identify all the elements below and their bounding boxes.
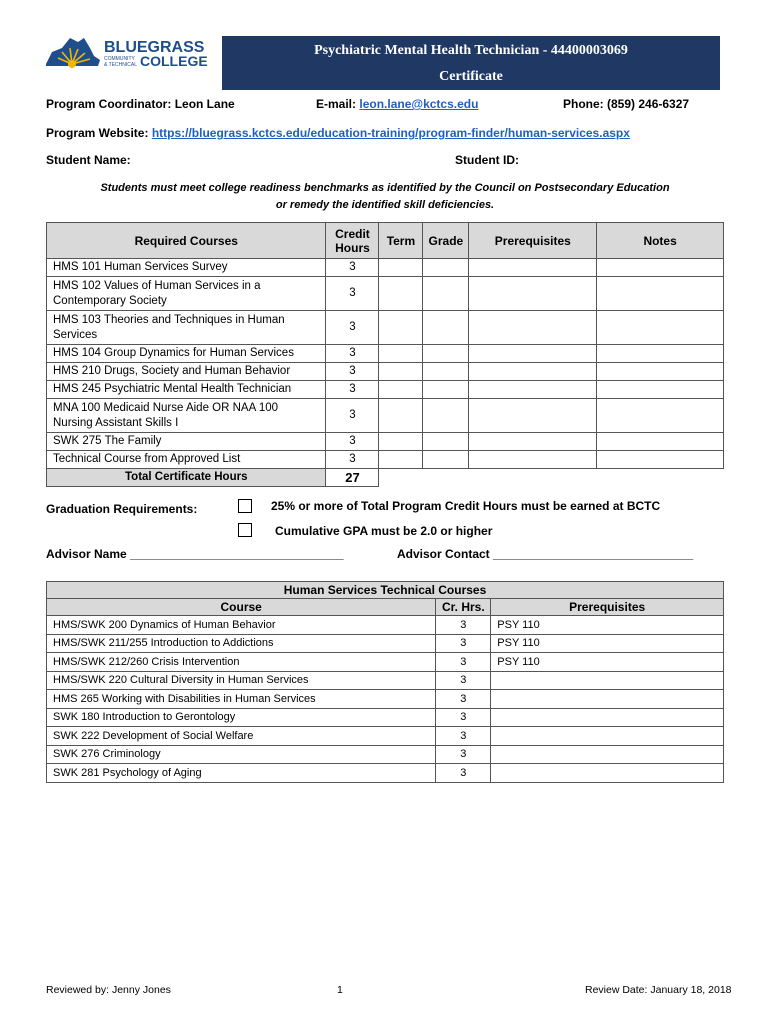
table-row: [47, 745, 724, 764]
prereq-cell: [469, 363, 597, 381]
notes-cell[interactable]: [597, 451, 724, 469]
prereq-cell: [469, 259, 597, 277]
grade-cell[interactable]: [423, 381, 469, 399]
table-row: [47, 764, 724, 783]
table-row: [47, 345, 724, 363]
prereq-cell: [469, 433, 597, 451]
table-row: [47, 259, 724, 277]
program-title-banner: [222, 36, 720, 90]
table-row: [47, 708, 724, 727]
email-line: [316, 97, 478, 111]
course-hours: 3: [326, 363, 379, 381]
course-prereq: PSY 110: [491, 634, 724, 653]
email-link[interactable]: leon.lane@kctcs.edu: [359, 97, 479, 111]
header-credit-hours: [326, 223, 379, 259]
total-hours-value: 27: [326, 469, 379, 487]
table-row: [47, 671, 724, 690]
course-name: HMS 103 Theories and Techniques in Human Services: [47, 311, 326, 345]
grade-cell[interactable]: [423, 345, 469, 363]
header-tech-prerequisites: Prerequisites: [491, 599, 724, 616]
course-name: SWK 222 Development of Social Welfare: [47, 727, 436, 746]
course-prereq: [491, 708, 724, 727]
logo-text-bluegrass: BLUEGRASS: [104, 39, 205, 56]
phone-line: [563, 97, 689, 111]
header-grade: Grade: [423, 223, 469, 259]
coordinator-line: [46, 97, 235, 111]
course-name: HMS 245 Psychiatric Mental Health Technician: [47, 381, 326, 399]
course-name: HMS 104 Group Dynamics for Human Services: [47, 345, 326, 363]
notes-cell[interactable]: [597, 311, 724, 345]
term-cell[interactable]: [379, 363, 423, 381]
course-name: MNA 100 Medicaid Nurse Aide OR NAA 100 Nursing Assistant Skills I: [47, 399, 326, 433]
grade-cell[interactable]: [423, 259, 469, 277]
grade-cell[interactable]: [423, 451, 469, 469]
header-cr-hrs: Cr. Hrs.: [436, 599, 491, 616]
course-hours: 3: [326, 345, 379, 363]
course-hours: 3: [436, 634, 491, 653]
term-cell[interactable]: [379, 277, 423, 311]
course-hours: 3: [436, 690, 491, 709]
course-name: HMS 210 Drugs, Society and Human Behavior: [47, 363, 326, 381]
header-required-courses: Required Courses: [47, 223, 326, 259]
website-line: [46, 126, 630, 140]
notes-cell[interactable]: [597, 345, 724, 363]
course-prereq: PSY 110: [491, 653, 724, 672]
header-credit-line1: Credit: [335, 226, 370, 241]
notes-cell[interactable]: [597, 381, 724, 399]
course-name: SWK 276 Criminology: [47, 745, 436, 764]
course-prereq: PSY 110: [491, 616, 724, 635]
course-prereq: [491, 671, 724, 690]
course-prereq: [491, 690, 724, 709]
term-cell[interactable]: [379, 451, 423, 469]
empty-cell: [379, 469, 724, 487]
notes-cell[interactable]: [597, 433, 724, 451]
table-row: [47, 690, 724, 709]
course-name: HMS/SWK 211/255 Introduction to Addictions: [47, 634, 436, 653]
grade-cell[interactable]: [423, 311, 469, 345]
course-name: Technical Course from Approved List: [47, 451, 326, 469]
table-row: [47, 311, 724, 345]
advisor-name-field[interactable]: Advisor Name ________________________________: [46, 547, 344, 561]
table-row: [47, 433, 724, 451]
logo-text-college: COLLEGE: [140, 53, 208, 69]
table-row: [47, 363, 724, 381]
course-name: SWK 275 The Family: [47, 433, 326, 451]
course-hours: 3: [436, 653, 491, 672]
phone-label: Phone:: [563, 97, 604, 111]
course-prereq: [491, 727, 724, 746]
notes-cell[interactable]: [597, 399, 724, 433]
logo-text-community: COMMUNITY: [104, 56, 135, 62]
course-hours: 3: [436, 671, 491, 690]
grade-cell[interactable]: [423, 433, 469, 451]
term-cell[interactable]: [379, 345, 423, 363]
website-label: Program Website:: [46, 126, 149, 140]
advisor-contact-field[interactable]: Advisor Contact ______________________________: [397, 547, 694, 561]
program-title: Psychiatric Mental Health Technician - 44400003069: [314, 43, 628, 58]
table-row: [47, 381, 724, 399]
course-name: HMS 265 Working with Disabilities in Human Services: [47, 690, 436, 709]
course-hours: 3: [326, 381, 379, 399]
coordinator-label: Program Coordinator:: [46, 97, 172, 111]
email-label: E-mail:: [316, 97, 357, 111]
course-hours: 3: [436, 616, 491, 635]
notice-line-1: Students must meet college readiness benchmarks as identified by the Council on Postsecondary Education: [100, 182, 670, 194]
requirement-2-checkbox[interactable]: [238, 523, 252, 537]
notes-cell[interactable]: [597, 363, 724, 381]
course-hours: 3: [436, 764, 491, 783]
page-number: 1: [337, 984, 343, 996]
course-hours: 3: [326, 259, 379, 277]
course-name: HMS 102 Values of Human Services in a Contemporary Society: [47, 277, 326, 311]
course-name: HMS/SWK 212/260 Crisis Intervention: [47, 653, 436, 672]
course-prereq: [491, 745, 724, 764]
required-courses-table: [46, 222, 724, 487]
grade-cell[interactable]: [423, 399, 469, 433]
technical-table-title: Human Services Technical Courses: [47, 582, 724, 599]
table-row: [47, 653, 724, 672]
prereq-cell: [469, 399, 597, 433]
prereq-cell: [469, 451, 597, 469]
prereq-cell: [469, 277, 597, 311]
table-row: [47, 616, 724, 635]
table-row: [47, 451, 724, 469]
course-hours: 3: [436, 727, 491, 746]
course-hours: 3: [436, 708, 491, 727]
graduation-label: Graduation Requirements:: [46, 502, 198, 516]
notice-line-2: or remedy the identified skill deficiencies.: [275, 199, 495, 211]
course-hours: 3: [436, 745, 491, 764]
student-id-label: Student ID:: [455, 153, 519, 167]
table-row: [47, 634, 724, 653]
table-row: [47, 277, 724, 311]
course-name: HMS/SWK 220 Cultural Diversity in Human Services: [47, 671, 436, 690]
reviewed-by: Reviewed by: Jenny Jones: [46, 984, 171, 996]
program-subtitle: Certificate: [439, 69, 503, 84]
technical-courses-table: [46, 581, 724, 783]
term-cell[interactable]: [379, 399, 423, 433]
grade-cell[interactable]: [423, 277, 469, 311]
term-cell[interactable]: [379, 259, 423, 277]
course-name: SWK 180 Introduction to Gerontology: [47, 708, 436, 727]
header-credit-line2: Hours: [335, 240, 370, 255]
coordinator-name: Leon Lane: [174, 97, 235, 111]
course-hours: 3: [326, 451, 379, 469]
prereq-cell: [469, 311, 597, 345]
header-prerequisites: Prerequisites: [469, 223, 597, 259]
notes-cell[interactable]: [597, 259, 724, 277]
phone-number: (859) 246-6327: [607, 97, 690, 111]
college-logo: [44, 34, 216, 74]
course-hours: 3: [326, 311, 379, 345]
notes-cell[interactable]: [597, 277, 724, 311]
grade-cell[interactable]: [423, 363, 469, 381]
total-hours-label: Total Certificate Hours: [47, 469, 326, 487]
prereq-cell: [469, 381, 597, 399]
course-name: SWK 281 Psychology of Aging: [47, 764, 436, 783]
course-hours: 3: [326, 399, 379, 433]
total-row: [47, 469, 724, 487]
term-cell[interactable]: [379, 311, 423, 345]
table-row: [47, 727, 724, 746]
readiness-notice: [60, 180, 710, 214]
course-name: HMS 101 Human Services Survey: [47, 259, 326, 277]
student-name-label: Student Name:: [46, 153, 131, 167]
requirement-1-checkbox[interactable]: [238, 499, 252, 513]
term-cell[interactable]: [379, 381, 423, 399]
header-term: Term: [379, 223, 423, 259]
table-row: [47, 399, 724, 433]
course-hours: 3: [326, 277, 379, 311]
review-date: Review Date: January 18, 2018: [585, 984, 732, 996]
logo-text-technical: & TECHNICAL: [104, 62, 137, 68]
course-hours: 3: [326, 433, 379, 451]
requirement-1-text: 25% or more of Total Program Credit Hours must be earned at BCTC: [271, 499, 661, 513]
website-link[interactable]: https://bluegrass.kctcs.edu/education-training/program-finder/human-services.aspx: [151, 126, 630, 140]
requirement-2-text: Cumulative GPA must be 2.0 or higher: [275, 524, 493, 538]
header-course: Course: [47, 599, 436, 616]
course-prereq: [491, 764, 724, 783]
term-cell[interactable]: [379, 433, 423, 451]
prereq-cell: [469, 345, 597, 363]
course-name: HMS/SWK 200 Dynamics of Human Behavior: [47, 616, 436, 635]
header-notes: Notes: [597, 223, 724, 259]
